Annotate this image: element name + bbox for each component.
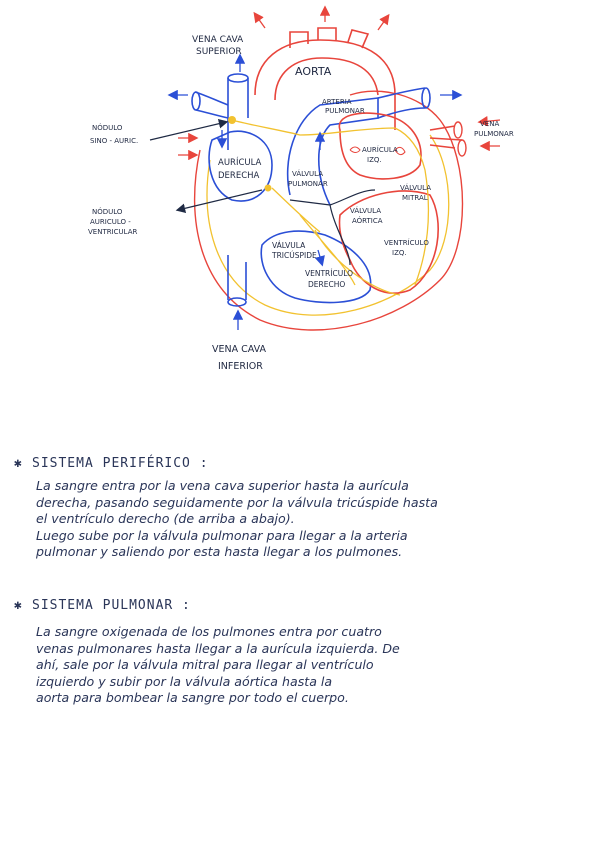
- label-auricula-izq: AURÍCULA: [362, 146, 398, 154]
- text-line: izquierdo y subir por la válvula aórtica hasta la: [36, 673, 333, 689]
- heading-sistema-periferico: ✱ SISTEMA PERIFÉRICO :: [14, 456, 209, 471]
- label-nodulo-sino: NÓDULO: [92, 124, 123, 132]
- text-line: La sangre oxigenada de los pulmones entra por cuatro: [36, 624, 382, 639]
- paragraph-sistema-periferico: [36, 478, 566, 561]
- diagram-label: AÓRTICA: [352, 217, 383, 225]
- text-line: el ventrículo derecho (de arriba a abajo).: [36, 511, 295, 527]
- asterisk-icon: ✱: [14, 456, 23, 471]
- superior-vena-cava: [228, 78, 248, 150]
- diagram-label: SINO - AURIC.: [90, 137, 139, 145]
- sa-node-dot: [228, 116, 236, 124]
- text-line: aorta para bombear la sangre por todo el cuerpo.: [36, 690, 349, 706]
- text-line: Luego sube por la válvula pulmonar para llegar a la arteria: [36, 527, 408, 543]
- diagram-label: PULMONAR: [474, 130, 514, 138]
- text-line: La sangre entra por la vena cava superior hasta la aurícula: [36, 478, 409, 493]
- label-ventriculo-izq: VENTRÍCULO: [384, 239, 429, 247]
- text-line: pulmonar y saliendo por esta hasta llegar a los pulmones.: [36, 544, 403, 560]
- label-vena-cava-superior: VENA CAVA: [192, 35, 244, 45]
- label-vena-pulmonar: VENA: [480, 120, 500, 128]
- diagram-label: SUPERIOR: [196, 47, 242, 57]
- diagram-label: IZQ.: [367, 156, 382, 164]
- av-node-dot: [265, 185, 272, 192]
- diagram-label: DERECHA: [218, 171, 260, 181]
- diagram-label: MITRAL: [402, 194, 428, 202]
- label-valvula-pulmonar: VÁLVULA: [292, 170, 324, 178]
- text-line: ahí, sale por la válvula mitral para llegar al ventrículo: [36, 657, 374, 673]
- label-ventriculo-derecho: VENTRÍCULO: [305, 269, 354, 278]
- diagram-label: TRICÚSPIDE: [272, 251, 317, 260]
- text-line: derecha, pasando seguidamente por la válvula tricúspide hasta: [36, 494, 438, 510]
- diagram-label: INFERIOR: [218, 361, 263, 372]
- paragraph-sistema-pulmonar: [36, 624, 566, 707]
- label-valvula-mitral: VÁLVULA: [400, 184, 432, 192]
- aorta-arch: [255, 40, 395, 130]
- label-auricula-derecha: AURÍCULA: [218, 158, 262, 168]
- label-aorta: AORTA: [295, 65, 332, 78]
- label-arteria-pulmonar: ARTERIA: [322, 98, 352, 106]
- diagram-label: IZQ.: [392, 249, 407, 257]
- diagram-label: VENTRICULAR: [88, 228, 138, 236]
- label-valvula-tricuspide: VÁLVULA: [272, 241, 306, 250]
- heart-diagram: [0, 0, 600, 400]
- diagram-label: PULMONAR: [288, 180, 328, 188]
- diagram-label: PULMONAR: [325, 107, 365, 115]
- asterisk-icon: ✱: [14, 598, 23, 613]
- text-line: venas pulmonares hasta llegar a la aurícula izquierda. De: [36, 640, 400, 656]
- label-valvula-aortica: VÁLVULA: [350, 207, 382, 215]
- label-vena-cava-inferior: VENA CAVA: [212, 344, 267, 355]
- inferior-vena-cava: [228, 255, 246, 300]
- diagram-label: AURICULO -: [90, 218, 131, 226]
- heading-sistema-pulmonar: ✱ SISTEMA PULMONAR :: [14, 598, 191, 613]
- label-nodulo-av: NÓDULO: [92, 208, 123, 216]
- diagram-label: DERECHO: [308, 280, 346, 289]
